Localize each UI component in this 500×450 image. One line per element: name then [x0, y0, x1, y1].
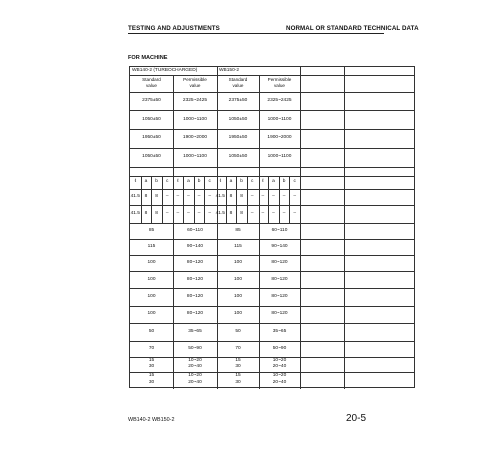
value-cell: 100: [233, 311, 243, 317]
split-header-cell: c: [208, 179, 211, 185]
value-cell: 1000~1100: [183, 154, 207, 160]
value-cell: 35~65: [188, 329, 202, 335]
value-cell: 1900~2000: [267, 135, 292, 141]
split-value-cell: 8: [155, 211, 158, 217]
split-value-cell: –: [282, 194, 286, 200]
split-value-cell: –: [293, 194, 297, 200]
value-cell: 1050±50: [228, 154, 248, 160]
value-cell: 115: [147, 244, 156, 250]
value-cell: 1950±50: [142, 135, 161, 141]
split-header-cell: ℓ: [262, 179, 264, 185]
split-value-cell: –: [197, 194, 201, 200]
machine-header-wb150: WB150-2: [219, 68, 239, 74]
value-cell: 100: [233, 294, 243, 300]
split-value-cell: –: [187, 194, 190, 200]
value-cell: 1000~1100: [267, 117, 292, 123]
value-cell: 10~20: [272, 373, 287, 379]
table-column-divider: [183, 176, 184, 223]
split-value-cell: –: [250, 211, 254, 217]
value-cell: 70: [148, 346, 155, 352]
table-column-divider: [151, 176, 152, 223]
split-value-cell: 8: [155, 194, 158, 200]
value-cell: 10~20: [188, 358, 202, 364]
header-rule: [128, 33, 384, 34]
table-column-divider: [194, 176, 195, 223]
table-column-divider: [141, 176, 142, 223]
value-cell: 15: [148, 358, 155, 364]
value-cell: 70: [235, 346, 241, 352]
table-column-divider: [344, 67, 345, 389]
value-cell: 100: [147, 294, 156, 300]
value-cell: 1950±50: [228, 135, 248, 141]
permissible-value-header: value: [274, 83, 285, 89]
split-header-cell: ℓ: [219, 179, 222, 185]
split-value-cell: 41.5: [215, 194, 225, 200]
value-cell: 20~40: [188, 380, 202, 386]
value-cell: 50: [235, 329, 241, 335]
split-value-cell: –: [261, 211, 265, 217]
split-value-cell: 8: [144, 194, 148, 200]
value-cell: 90~140: [186, 244, 204, 250]
value-cell: 80~120: [186, 294, 204, 300]
value-cell: 50: [148, 329, 155, 335]
split-value-cell: 8: [240, 211, 243, 217]
split-header-cell: c: [165, 179, 169, 185]
value-cell: 100: [147, 277, 156, 283]
split-header-cell: b: [197, 179, 201, 185]
value-cell: 80~120: [186, 277, 204, 283]
value-cell: 80~120: [186, 311, 204, 317]
split-value-cell: –: [176, 211, 180, 217]
split-value-cell: –: [282, 211, 286, 217]
table-column-divider: [268, 176, 269, 223]
split-value-cell: –: [272, 194, 275, 200]
split-value-cell: –: [176, 194, 180, 200]
table-column-divider: [289, 176, 290, 223]
split-header-cell: ℓ: [134, 179, 137, 185]
permissible-value-header: value: [189, 83, 201, 89]
standard-value-header: Standard: [228, 77, 248, 83]
value-cell: 1050±50: [142, 117, 161, 123]
split-header-cell: b: [155, 179, 158, 185]
page-number: 20-5: [346, 413, 367, 424]
table-column-divider: [300, 67, 301, 389]
value-cell: 100: [147, 260, 156, 266]
split-header-cell: a: [144, 179, 148, 185]
value-cell: 80~120: [271, 260, 288, 266]
value-cell: 80~120: [271, 294, 288, 300]
split-header-cell: a: [187, 179, 190, 185]
split-value-cell: 41.5: [130, 194, 140, 200]
split-value-cell: 41.5: [130, 211, 140, 217]
value-cell: 100: [233, 277, 243, 283]
footer-model-label: WB140-2 WB150-2: [128, 417, 175, 423]
split-header-cell: ℓ: [177, 179, 179, 185]
value-cell: 60~110: [187, 228, 203, 234]
split-value-cell: –: [208, 194, 212, 200]
value-cell: 30: [235, 364, 241, 370]
value-cell: 1000~1100: [267, 154, 292, 160]
split-value-cell: –: [293, 211, 297, 217]
value-cell: 1050±50: [228, 117, 248, 123]
header-left-title: TESTING AND ADJUSTMENTS: [128, 25, 220, 32]
value-cell: 2375±50: [142, 98, 161, 104]
split-value-cell: –: [165, 194, 169, 200]
value-cell: 2325~2425: [267, 98, 292, 104]
value-cell: 2325~2425: [182, 98, 208, 104]
split-value-cell: –: [261, 194, 265, 200]
split-value-cell: 8: [240, 194, 243, 200]
value-cell: 20~40: [272, 380, 287, 386]
split-value-cell: –: [187, 211, 190, 217]
standard-value-header: Standard: [142, 77, 161, 83]
value-cell: 50~90: [272, 346, 287, 352]
value-cell: 85: [235, 228, 241, 234]
value-cell: 1000~1100: [183, 117, 207, 123]
table-column-divider: [259, 75, 260, 389]
split-value-cell: 8: [229, 194, 233, 200]
value-cell: 15: [235, 358, 241, 364]
split-value-cell: 8: [144, 211, 148, 217]
permissible-value-header: Permissible: [183, 77, 207, 83]
split-value-cell: –: [165, 211, 169, 217]
value-cell: 20~40: [188, 364, 202, 370]
split-header-cell: a: [272, 179, 275, 185]
table-column-divider: [204, 176, 205, 223]
value-cell: 30: [235, 380, 241, 386]
split-value-cell: 41.5: [215, 211, 225, 217]
split-value-cell: –: [208, 211, 212, 217]
value-cell: 30: [148, 380, 155, 386]
value-cell: 90~140: [271, 244, 288, 250]
table-column-divider: [247, 176, 248, 223]
split-header-cell: b: [240, 179, 243, 185]
permissible-value-header: Permissible: [267, 77, 292, 83]
value-cell: 100: [147, 311, 156, 317]
machine-header-wb140: WB140-2 (TURBOCHARGED): [132, 68, 198, 74]
value-cell: 15: [148, 373, 155, 379]
value-cell: 10~20: [188, 373, 202, 379]
split-value-cell: –: [197, 211, 201, 217]
split-value-cell: –: [250, 194, 254, 200]
value-cell: 115: [234, 244, 242, 250]
value-cell: 80~120: [271, 311, 288, 317]
split-header-cell: a: [229, 179, 233, 185]
standard-value-header: value: [232, 83, 244, 89]
spec-table: [129, 66, 415, 388]
table-column-divider: [217, 67, 218, 389]
table-column-divider: [162, 176, 163, 223]
value-cell: 30: [148, 364, 155, 370]
standard-value-header: value: [146, 83, 157, 89]
split-header-cell: c: [293, 179, 296, 185]
value-cell: 35~65: [272, 329, 287, 335]
value-cell: 20~40: [272, 364, 287, 370]
value-cell: 100: [233, 260, 243, 266]
table-column-divider: [236, 176, 237, 223]
value-cell: 15: [235, 373, 241, 379]
value-cell: 80~120: [186, 260, 204, 266]
value-cell: 10~20: [272, 358, 287, 364]
split-header-cell: b: [282, 179, 286, 185]
value-cell: 2375±50: [228, 98, 248, 104]
table-column-divider: [173, 75, 174, 389]
split-value-cell: 8: [229, 211, 233, 217]
section-title: FOR MACHINE: [128, 55, 168, 61]
value-cell: 50~90: [188, 346, 202, 352]
table-column-divider: [279, 176, 280, 223]
table-column-divider: [226, 176, 227, 223]
value-cell: 85: [148, 228, 155, 234]
value-cell: 80~120: [271, 277, 288, 283]
value-cell: 60~110: [271, 228, 288, 234]
header-right-title: NORMAL OR STANDARD TECHNICAL DATA: [286, 25, 419, 32]
value-cell: 1900~2000: [182, 135, 208, 141]
value-cell: 1050±50: [142, 154, 161, 160]
split-value-cell: –: [272, 211, 275, 217]
split-header-cell: c: [250, 179, 254, 185]
